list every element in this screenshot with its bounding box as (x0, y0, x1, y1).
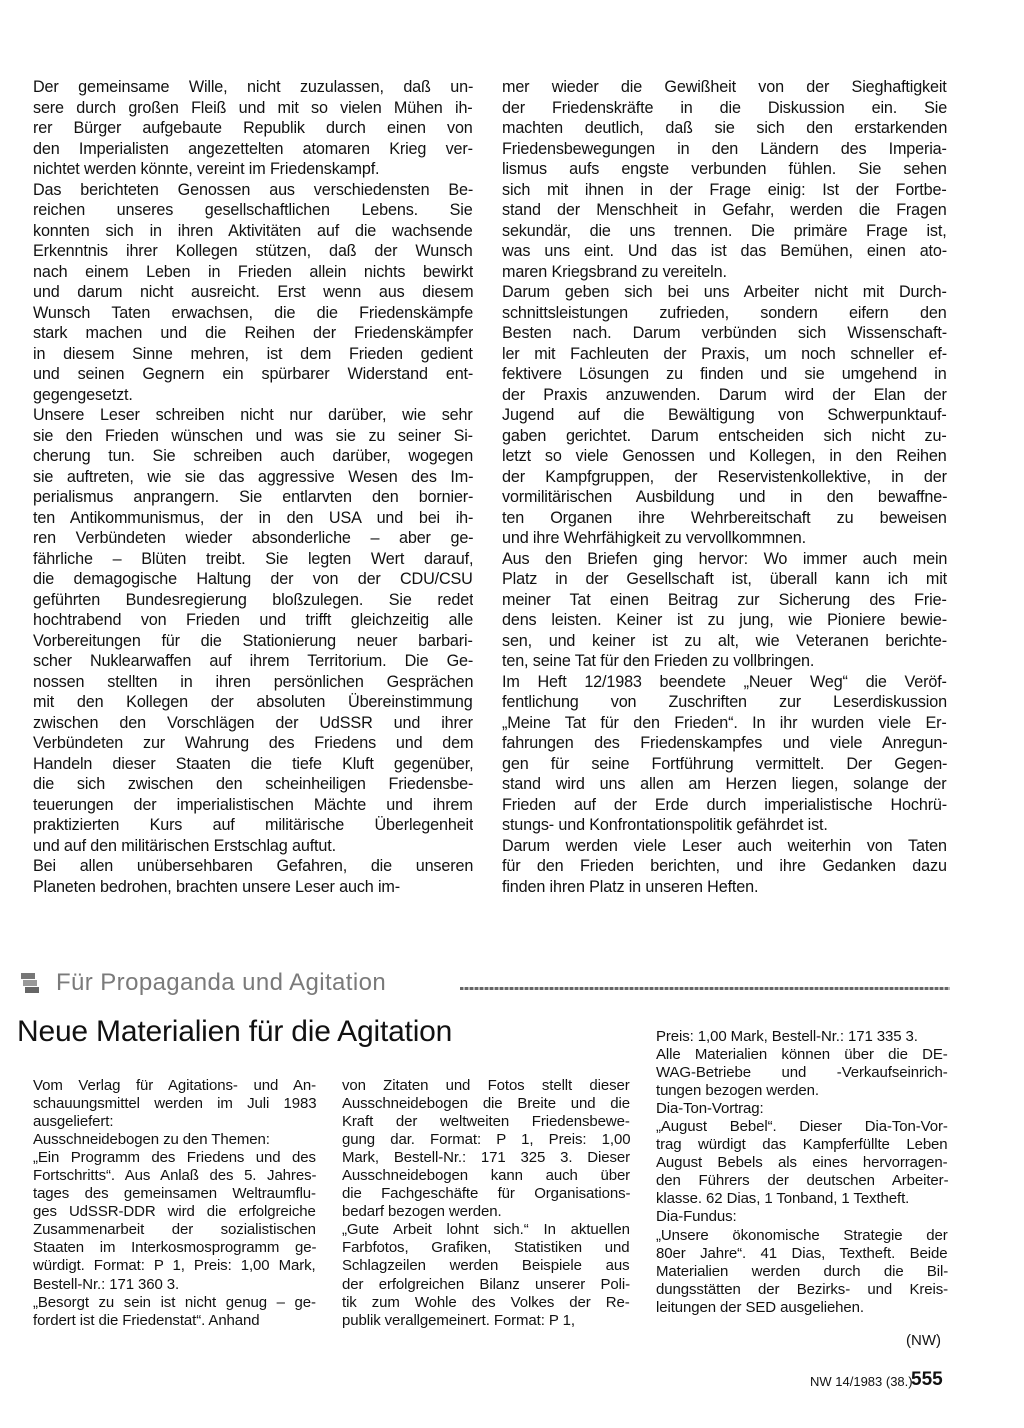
text-line: WAG-Betriebe und -Verkaufseinrich- (656, 1064, 948, 1082)
text-line: Besten nach. Darum verbünden sich Wissenschaft- (502, 324, 947, 342)
text-line: und ihre Wehrfähigkeit zu vervollkommnen. (502, 529, 806, 547)
article-column-right (502, 77, 947, 897)
section-rubric (20, 967, 950, 1001)
text-line: ten, seine Tat für den Frieden zu vollbringen. (502, 652, 815, 670)
text-line: „Meine Tat für den Frieden“. In ihr wurden viele Er- (502, 713, 947, 732)
text-line: Ausschneidebogen zu den Themen: (33, 1131, 270, 1149)
text-line: tages des gemeinsamen Weltraumflu- (33, 1185, 316, 1203)
text-line: stand wird uns allen am Herzen liegen, solange der (502, 775, 947, 793)
text-line: den Führers der deutschen Arbeiter- (656, 1172, 948, 1190)
text-line: Handeln dieser Staaten die tiefe Kluft gegenüber, (33, 754, 473, 773)
text-line: 80er Jahre“. 41 Dias, Textheft. Beide (656, 1244, 948, 1262)
text-line: fentlichung von Zuschriften zur Leserdiskussion (502, 693, 947, 711)
text-line: tik zum Wohle des Volkes der Re- (342, 1293, 630, 1311)
text-line: Planeten bedrohen, brachten unsere Leser auch im- (33, 877, 401, 896)
text-line: den Imperialisten angezettelten atomaren Krieg ver- (33, 139, 473, 158)
text-line: Bestell-Nr.: 171 360 3. (33, 1275, 180, 1293)
text-line: sekundär, die uns trennen. Die primäre Frage ist, (502, 221, 947, 240)
text-line: vormilitärischen Ausbildung und in den bewaffne- (502, 488, 947, 506)
text-line: ren Verbündeten wieder absonderliche – aber ge- (33, 529, 473, 547)
text-line: nichtet werden könnte, vereint im Friedenskampf. (33, 160, 380, 178)
text-line: Aus den Briefen ging hervor: Wo immer auch mein (502, 549, 947, 568)
text-line: Fortschritts“. Aus Anlaß des 5. Jahres- (33, 1167, 316, 1185)
text-line: der Friedenskräfte in die Diskussion ein. Sie (502, 98, 947, 117)
text-line: scher Nuklearwaffen auf ihrem Territorium. Die Ge- (33, 652, 473, 670)
rubric-rule (460, 987, 950, 990)
text-line: was uns eint. Und das ist das Bemühen, einen ato- (502, 242, 947, 260)
text-line: Zusammenarbeit der sozialistischen (33, 1221, 316, 1239)
text-line: nach einem Leben in Frieden allein nichts bewirkt (33, 262, 473, 281)
text-line: klasse. 62 Dias, 1 Tonband, 1 Textheft. (656, 1190, 910, 1208)
text-line: perialismus anprangern. Sie entlarvten den bornier- (33, 488, 473, 506)
newspaper-stack-icon (20, 972, 40, 994)
text-line: hochtrabend von Frieden und trifft gleichzeitig alle (33, 611, 473, 629)
text-line: letzt so viele Genossen und Kollegen, in den Reihen (502, 447, 947, 465)
text-line: Darum geben sich bei uns Arbeiter nicht mit Durch- (502, 283, 947, 301)
text-line: die sich zwischen den scheinheiligen Friedensbe- (33, 775, 473, 793)
text-line: und auf den militärischen Erstschlag auftut. (33, 836, 336, 855)
materials-column-3 (656, 1028, 948, 1317)
text-line: „Unsere ökonomische Strategie der (656, 1226, 948, 1244)
text-line: nossen stellten in ihren persönlichen Gesprächen (33, 672, 473, 691)
text-line: sie den Frieden wünschen und was sie zu seiner Si- (33, 426, 473, 445)
text-line: Darum werden viele Leser auch weiterhin von Taten (502, 836, 947, 855)
text-line: Kraft der weltweiten Friedensbewe- (342, 1113, 630, 1131)
text-line: „Ein Programm des Friedens und des (33, 1149, 316, 1167)
text-line: lismus aufs engste verbunden fühlen. Sie sehen (502, 160, 947, 178)
text-line: maren Kriegsbrand zu vereiteln. (502, 262, 727, 281)
text-line: trag würdigt das Kampferfüllte Leben (656, 1136, 948, 1154)
text-line: publik verallgemeinert. Format: P 1, (342, 1311, 575, 1329)
text-line: Staaten im Interkosmosprogramm ge- (33, 1239, 316, 1257)
text-line: finden ihren Platz in unseren Heften. (502, 877, 759, 896)
text-line: würdigt. Format: P 1, Preis: 1,00 Mark, (33, 1257, 316, 1275)
text-line: konnten sich in ihren Aktivitäten auf die wachsende (33, 221, 473, 240)
text-line: sie auftreten, wie sie das aggressive Wesen des Im- (33, 467, 473, 486)
text-line: der Kampfgruppen, der Reservistenkollektive, in der (502, 467, 947, 486)
text-line: fährliche – Blüten treibt. Sie legten Wert darauf, (33, 549, 473, 568)
author-signature: (NW) (906, 1332, 941, 1349)
text-line: Frieden auf der Erde durch imperialistische Hochrü- (502, 795, 947, 814)
text-line: Im Heft 12/1983 beendete „Neuer Weg“ die Veröf- (502, 672, 947, 691)
text-line: rer Bürger aufgebaute Republik durch einen von (33, 119, 473, 137)
materials-column-1 (33, 1077, 316, 1330)
text-line: dungsstätten der Bezirks- und Kreis- (656, 1280, 948, 1298)
text-line: cherung tun. Sie schreiben auch darüber, wogegen (33, 447, 473, 465)
text-line: Bei allen unübersehbaren Gefahren, die unseren (33, 857, 473, 875)
text-line: leitungen der SED ausgeliehen. (656, 1298, 864, 1316)
text-line: Dia-Fundus: (656, 1208, 737, 1226)
text-line: meiner Tat einen Beitrag zur Sicherung des Frie- (502, 590, 947, 609)
text-line: Erkenntnis ihrer Kollegen stützen, daß der Wunsch (33, 242, 473, 260)
text-line: Verbündeten zur Wahrung des Friedens und dem (33, 734, 473, 752)
text-line: teuerungen der imperialistischen Mächte und ihrem (33, 795, 473, 814)
text-line: praktizierten Kurs auf militärische Überlegenheit (33, 816, 473, 834)
text-line: Friedensbewegungen in den Ländern des Imperia- (502, 139, 947, 158)
text-line: Vorbereitungen für die Stationierung neuer barbari- (33, 631, 473, 650)
text-line: für den Frieden berichten, und ihre Gedanken dazu (502, 857, 947, 875)
issue-reference: NW 14/1983 (38.) (810, 1374, 913, 1389)
text-line: Vom Verlag für Agitations- und An- (33, 1077, 316, 1094)
text-line: Der gemeinsame Wille, nicht zuzulassen, daß un- (33, 78, 473, 96)
text-line: gen für seine Fortführung vermittelt. Der Gegen- (502, 754, 947, 773)
text-line: tungen bezogen werden. (656, 1082, 819, 1100)
text-line: „August Bebel“. Dieser Dia-Ton-Vor- (656, 1118, 948, 1136)
text-line: Ausschneidebogen die Breite und die (342, 1095, 630, 1113)
text-line: sen, und keiner ist zu alt, wie Veteranen berichte- (502, 631, 947, 650)
materials-column-2 (342, 1077, 630, 1330)
text-line: Schlagzeilen werden Beispiele aus (342, 1257, 630, 1275)
text-line: Farbfotos, Grafiken, Statistiken und (342, 1239, 630, 1257)
text-line: der Praxis anzuwenden. Darum wird der Elan der (502, 385, 947, 404)
text-line: Platz in der Gesellschaft ist, überall kann ich mit (502, 570, 947, 588)
text-line: schnittsleistungen zufrieden, sondern eifern den (502, 303, 947, 322)
text-line: ten Antikommunismus, der in den USA und bei ih- (33, 508, 473, 527)
text-line: Wunsch Taten erwachsen, die die Friedenskämpfe (33, 303, 473, 322)
text-line: ten Organen ihre Wehrbereitschaft zu beweisen (502, 508, 947, 527)
text-line: ges UdSSR-DDR wird die erfolgreiche (33, 1203, 316, 1221)
text-line: August Bebels als eines hervorragen- (656, 1154, 948, 1172)
text-line: Preis: 1,00 Mark, Bestell-Nr.: 171 335 3. (656, 1028, 918, 1045)
text-line: „Besorgt zu sein ist nicht genug – ge- (33, 1293, 316, 1311)
page-number: 555 (911, 1369, 943, 1390)
text-line: mit den Kollegen der absoluten Übereinstimmung (33, 693, 473, 711)
section-headline: Neue Materialien für die Agitation (17, 1015, 453, 1048)
text-line: schauungsmittel werden im Juli 1983 (33, 1095, 316, 1113)
text-line: bedarf bezogen werden. (342, 1203, 502, 1221)
text-line: stand der Menschheit in Gefahr, werden die Fragen (502, 201, 947, 219)
text-line: mer wieder die Gewißheit von der Sieghaftigkeit (502, 78, 947, 96)
text-line: Das berichteten Genossen aus verschiedensten Be- (33, 180, 473, 199)
text-line: fektivere Lösungen zu finden und sie umgehend in (502, 365, 947, 383)
text-line: stark machen und die Reihen der Friedenskämpfer (33, 324, 473, 342)
text-line: stungs- und Konfrontationspolitik gefährdet ist. (502, 816, 828, 834)
text-line: Mark, Bestell-Nr.: 171 325 3. Dieser (342, 1149, 630, 1167)
text-line: der erfolgreichen Bilanz unserer Poli- (342, 1275, 630, 1293)
text-line: die demagogische Haltung der von der CDU/CSU (33, 570, 473, 588)
text-line: Unsere Leser schreiben nicht nur darüber, wie sehr (33, 406, 473, 424)
text-line: Ausschneidebogen kann auch über (342, 1167, 630, 1185)
text-line: und seinen Gegnern ein spürbarer Widerstand ent- (33, 365, 473, 383)
text-line: reichen unseres gesellschaftlichen Lebens. Sie (33, 201, 473, 219)
text-line: sere durch großen Fleiß und mit so vielen Mühen ih- (33, 98, 473, 117)
article-column-left (33, 77, 473, 897)
text-line: Alle Materialien können über die DE- (656, 1046, 948, 1064)
text-line: in diesem Sinne mehren, ist dem Frieden gedient (33, 344, 473, 363)
text-line: die Fachgeschäfte für Organisations- (342, 1185, 630, 1203)
text-line: geführten Bundesregierung bloßzulegen. Sie redet (33, 590, 473, 609)
text-line: und darum nicht ausreicht. Erst wenn aus diesem (33, 283, 473, 301)
text-line: Dia-Ton-Vortrag: (656, 1100, 764, 1118)
text-line: machten deutlich, daß sie sich den erstarkenden (502, 119, 947, 137)
text-line: ler mit Fachleuten der Praxis, um noch schneller ef- (502, 344, 947, 363)
rubric-label: Für Propaganda und Agitation (56, 969, 387, 996)
text-line: zwischen den Vorschlägen der UdSSR und ihrer (33, 713, 473, 732)
text-line: gung dar. Format: P 1, Preis: 1,00 (342, 1131, 630, 1149)
text-line: ausgeliefert: (33, 1113, 114, 1131)
text-line: fordert ist die Friedenstat“. Anhand (33, 1311, 260, 1329)
text-line: Jugend auf die Bewältigung von Schwerpunktauf- (502, 406, 947, 424)
text-line: Materialien werden durch die Bil- (656, 1262, 948, 1280)
text-line: sich mit ihnen in der Frage einig: Ist der Fortbe- (502, 180, 947, 199)
text-line: gegengesetzt. (33, 385, 133, 404)
text-line: „Gute Arbeit lohnt sich.“ In aktuellen (342, 1221, 630, 1239)
text-line: von Zitaten und Fotos stellt dieser (342, 1077, 630, 1094)
text-line: dens leisten. Keiner ist zu jung, wie Pioniere bewie- (502, 611, 947, 629)
text-line: gaben gerichtet. Darum entscheiden sich nicht zu- (502, 426, 947, 445)
text-line: fahrungen des Friedenskampfes und viele Anregun- (502, 734, 947, 752)
